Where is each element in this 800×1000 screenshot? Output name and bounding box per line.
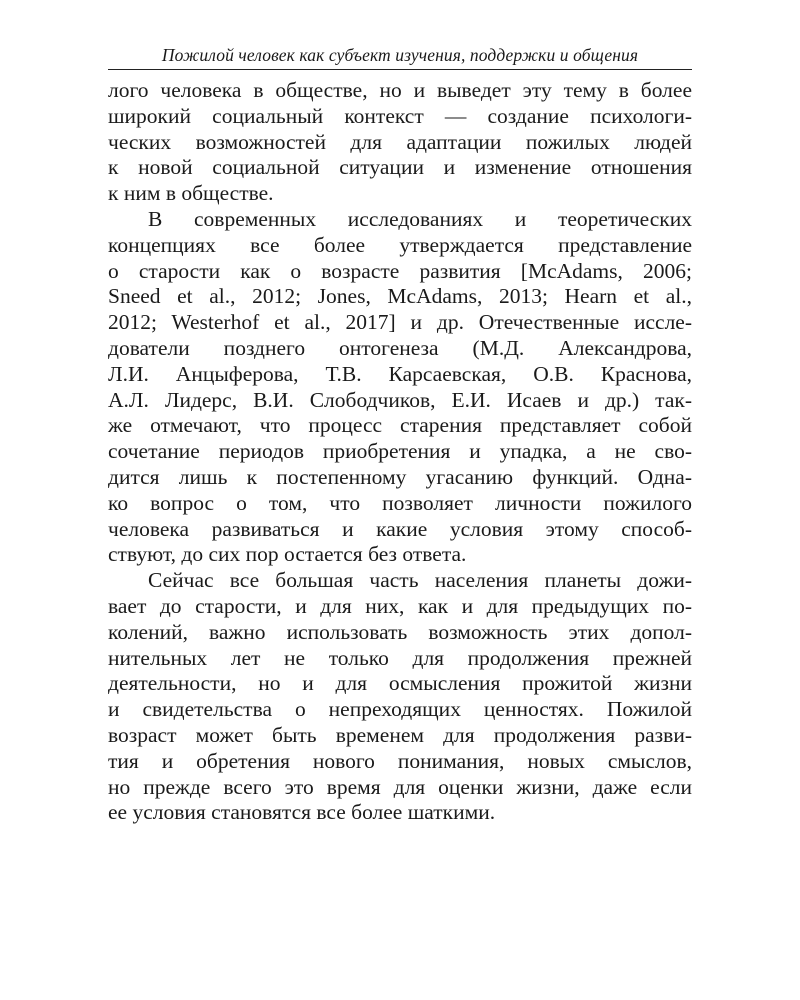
text-line: и свидетельства о непреходящих ценностях. Пожилой	[108, 697, 692, 722]
paragraph	[108, 78, 692, 207]
text-line: Л.И. Анцыферова, Т.В. Карсаевская, О.В. Краснова,	[108, 361, 692, 386]
text-line: же отмечают, что процесс старения представляет собой	[108, 413, 692, 438]
text-line: нительных лет не только для продолжения прежней	[108, 645, 692, 670]
text-line: Sneed et al., 2012; Jones, McAdams, 2013; Hearn et al.,	[108, 284, 692, 309]
text-line: колений, важно использовать возможность этих допол-	[108, 619, 692, 644]
text-line: Сейчас все большая часть населения планеты дожи-	[148, 568, 692, 593]
text-line: дователи позднего онтогенеза (М.Д. Александрова,	[108, 335, 692, 360]
text-line: концепциях все более утверждается представление	[108, 232, 692, 257]
text-line: о старости как о возрасте развития [McAdams, 2006;	[108, 258, 692, 283]
text-line: к новой социальной ситуации и изменение отношения	[108, 155, 692, 180]
text-line: лого человека в обществе, но и выведет эту тему в более	[108, 78, 692, 102]
body-text	[108, 78, 692, 826]
text-line: В современных исследованиях и теоретических	[148, 206, 692, 231]
text-line: дится лишь к постепенному угасанию функций. Одна-	[108, 464, 692, 489]
header-rule	[108, 69, 692, 70]
text-line: деятельности, но и для осмысления прожитой жизни	[108, 671, 692, 696]
text-line: к ним в обществе.	[108, 181, 274, 206]
text-line: 2012; Westerhof et al., 2017] и др. Отечественные иссле-	[108, 310, 692, 335]
text-line: ческих возможностей для адаптации пожилых людей	[108, 129, 692, 154]
text-line: сочетание периодов приобретения и упадка, а не сво-	[108, 439, 692, 464]
text-line: человека развиваться и какие условия этому способ-	[108, 516, 692, 541]
text-line: вает до старости, и для них, как и для предыдущих по-	[108, 593, 692, 618]
text-line: ко вопрос о том, что позволяет личности пожилого	[108, 490, 692, 515]
running-head: Пожилой человек как субъект изучения, поддержки и общения	[161, 45, 639, 65]
text-line: тия и обретения нового понимания, новых смыслов,	[108, 748, 692, 773]
paragraph	[108, 568, 692, 826]
text-line: ее условия становятся все более шаткими.	[108, 800, 496, 825]
text-line: ствуют, до сих пор остается без ответа.	[108, 542, 467, 567]
text-line: А.Л. Лидерс, В.И. Слободчиков, Е.И. Исаев и др.) так-	[108, 387, 692, 412]
text-line: широкий социальный контекст — создание психологи-	[108, 103, 692, 128]
paragraph	[108, 207, 692, 568]
text-line: но прежде всего это время для оценки жизни, даже если	[108, 774, 692, 799]
text-line: возраст может быть временем для продолжения разви-	[108, 722, 692, 747]
